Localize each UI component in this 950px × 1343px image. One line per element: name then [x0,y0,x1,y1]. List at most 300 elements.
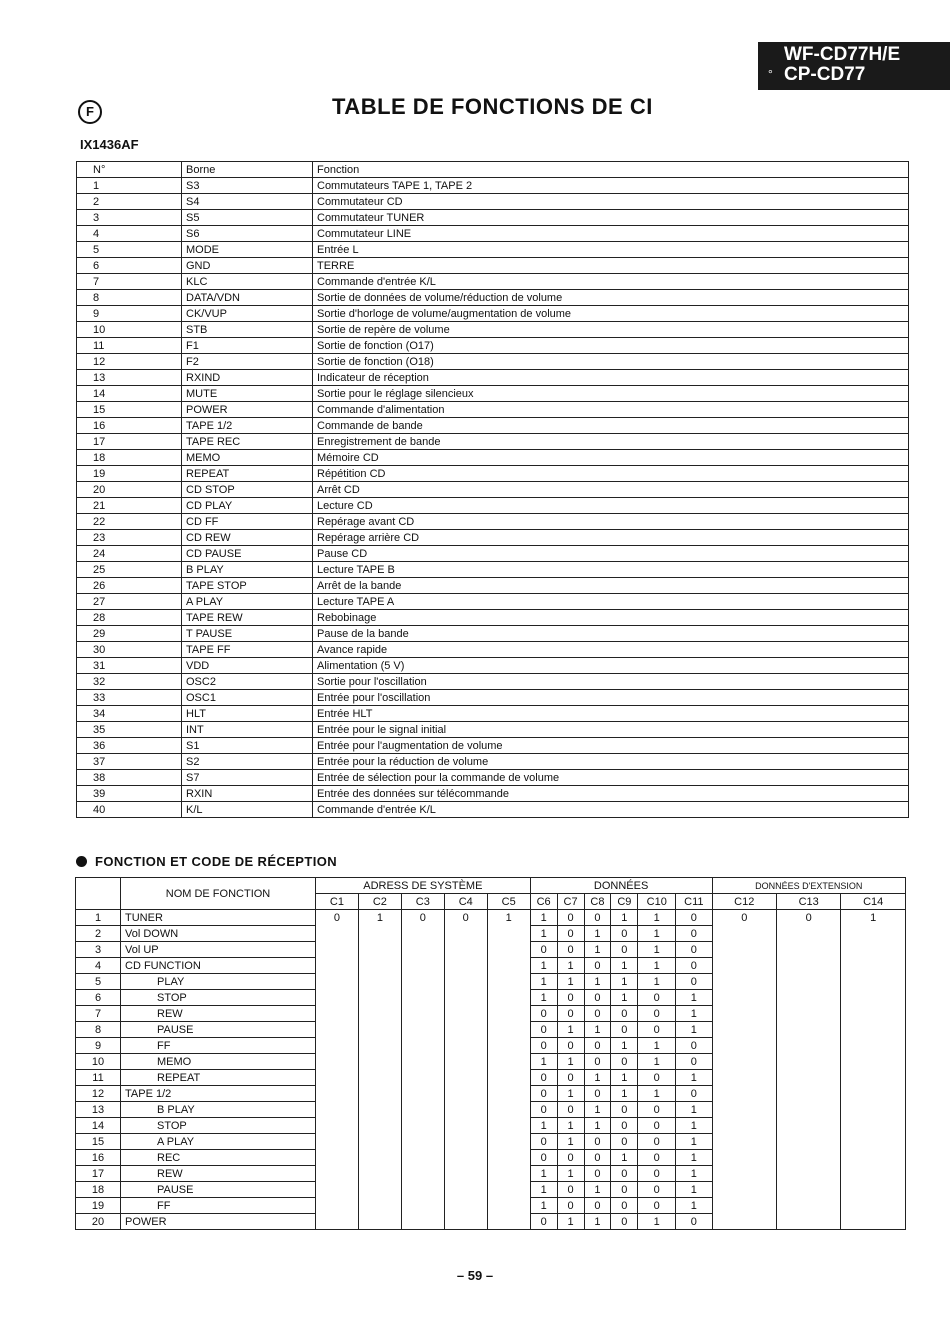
data-value: 0 [557,942,584,958]
data-value: 0 [611,1118,638,1134]
data-value: 1 [638,958,676,974]
repeat-cell [401,1054,444,1070]
table-row [77,594,909,610]
row-function: Sortie de fonction (O18) [313,354,909,370]
data-value: 1 [611,910,638,926]
code-row-function: Vol UP [121,942,316,958]
row-function: TERRE [313,258,909,274]
data-value: 0 [584,1166,611,1182]
data-value: 0 [557,926,584,942]
repeat-cell [712,958,776,974]
repeat-cell [841,1038,906,1054]
repeat-cell [444,1006,487,1022]
row-pin: B PLAY [182,562,313,578]
data-value: 1 [611,958,638,974]
group-header-row [76,878,906,894]
row-function: Commande d'entrée K/L [313,802,909,818]
repeat-cell [316,1086,359,1102]
repeat-cell [401,1134,444,1150]
address-value: 1 [358,910,401,926]
data-value: 1 [584,1102,611,1118]
table-row [77,482,909,498]
data-value: 0 [530,1150,557,1166]
data-value: 1 [676,1006,712,1022]
row-no: 27 [77,594,182,610]
row-function: Enregistrement de bande [313,434,909,450]
row-no: 17 [77,434,182,450]
repeat-cell [712,1214,776,1230]
code-row [76,1006,906,1022]
data-value: 0 [611,1182,638,1198]
row-no: 24 [77,546,182,562]
repeat-cell [487,958,530,974]
col-header-c14: C14 [841,894,906,910]
repeat-cell [712,942,776,958]
row-pin: HLT [182,706,313,722]
row-pin: S7 [182,770,313,786]
repeat-cell [712,1102,776,1118]
table-row [77,674,909,690]
row-function: Indicateur de réception [313,370,909,386]
row-pin: REPEAT [182,466,313,482]
table-row [77,802,909,818]
data-value: 0 [611,1022,638,1038]
code-row-number: 1 [76,910,121,926]
row-pin: TAPE REW [182,610,313,626]
repeat-cell [444,1070,487,1086]
data-value: 0 [584,990,611,1006]
repeat-cell [776,1182,840,1198]
page-title: TABLE DE FONCTIONS DE CI [332,94,653,119]
row-pin: OSC1 [182,690,313,706]
repeat-cell [712,1198,776,1214]
repeat-cell [487,1070,530,1086]
repeat-cell [841,1102,906,1118]
code-row-function: MEMO [121,1054,316,1070]
row-no: 21 [77,498,182,514]
row-function: Alimentation (5 V) [313,658,909,674]
repeat-cell [712,1182,776,1198]
data-value: 0 [611,1166,638,1182]
repeat-cell [401,958,444,974]
repeat-cell [401,1038,444,1054]
group-header-data: DONNÉES [530,878,712,894]
repeat-cell [316,1070,359,1086]
repeat-cell [841,1166,906,1182]
repeat-cell [316,1182,359,1198]
repeat-cell [316,1006,359,1022]
code-row-number: 8 [76,1022,121,1038]
data-value: 0 [584,1086,611,1102]
repeat-cell [776,1006,840,1022]
row-no: 18 [77,450,182,466]
data-value: 0 [676,1214,712,1230]
data-value: 1 [584,1022,611,1038]
repeat-cell [487,942,530,958]
repeat-cell [401,1214,444,1230]
table-row [77,610,909,626]
data-value: 0 [530,1086,557,1102]
code-row [76,1166,906,1182]
row-pin: F1 [182,338,313,354]
data-value: 0 [611,942,638,958]
row-function: Avance rapide [313,642,909,658]
data-value: 0 [557,990,584,1006]
row-no: 2 [77,194,182,210]
row-no: 6 [77,258,182,274]
col-header-c11: C11 [676,894,712,910]
data-value: 1 [557,1118,584,1134]
table-row [77,306,909,322]
data-value: 0 [638,1150,676,1166]
row-function: Sortie pour l'oscillation [313,674,909,690]
group-header-address: ADRESS DE SYSTÈME [316,878,531,894]
row-no: 10 [77,322,182,338]
address-value: 0 [401,910,444,926]
data-value: 0 [584,1134,611,1150]
row-function: Commutateur TUNER [313,210,909,226]
table-row [77,770,909,786]
data-value: 1 [638,1086,676,1102]
row-function: Lecture CD [313,498,909,514]
data-value: 0 [557,1070,584,1086]
data-value: 0 [611,1134,638,1150]
data-value: 1 [676,1166,712,1182]
col-header-c7: C7 [557,894,584,910]
data-value: 1 [638,910,676,926]
data-value: 1 [676,1118,712,1134]
code-row-number: 18 [76,1182,121,1198]
data-value: 0 [584,1150,611,1166]
repeat-cell [712,1054,776,1070]
data-value: 0 [530,1038,557,1054]
row-pin: S3 [182,178,313,194]
row-pin: INT [182,722,313,738]
model-mark: ° [768,67,773,81]
row-no: 32 [77,674,182,690]
data-value: 1 [611,1070,638,1086]
col-header-c5: C5 [487,894,530,910]
col-header-c13: C13 [776,894,840,910]
table-row [77,498,909,514]
repeat-cell [444,1038,487,1054]
data-value: 0 [638,1102,676,1118]
code-row [76,1038,906,1054]
row-pin: OSC2 [182,674,313,690]
data-value: 1 [584,942,611,958]
table-row [77,626,909,642]
data-value: 1 [557,1022,584,1038]
repeat-cell [316,926,359,942]
data-value: 1 [638,942,676,958]
repeat-cell [841,1150,906,1166]
repeat-cell [316,958,359,974]
repeat-cell [487,926,530,942]
repeat-cell [487,1054,530,1070]
data-value: 0 [584,1006,611,1022]
code-row-function: B PLAY [121,1102,316,1118]
data-value: 1 [611,974,638,990]
repeat-cell [841,1070,906,1086]
row-pin: TAPE REC [182,434,313,450]
row-no: 37 [77,754,182,770]
repeat-cell [401,1086,444,1102]
data-value: 1 [676,990,712,1006]
row-no: 1 [77,178,182,194]
col-header-c9: C9 [611,894,638,910]
repeat-cell [841,942,906,958]
data-value: 0 [676,1038,712,1054]
repeat-cell [487,1214,530,1230]
repeat-cell [841,1086,906,1102]
repeat-cell [841,990,906,1006]
repeat-cell [401,1166,444,1182]
repeat-cell [316,1102,359,1118]
repeat-cell [444,1166,487,1182]
data-value: 0 [584,1038,611,1054]
data-value: 0 [530,1214,557,1230]
data-value: 1 [638,974,676,990]
code-row [76,926,906,942]
col-header-pin: Borne [182,162,313,178]
data-value: 1 [676,1022,712,1038]
data-value: 1 [676,1150,712,1166]
repeat-cell [776,1054,840,1070]
col-header-c1: C1 [316,894,359,910]
row-no: 9 [77,306,182,322]
repeat-cell [358,942,401,958]
table-row [77,754,909,770]
repeat-cell [776,1070,840,1086]
repeat-cell [776,1198,840,1214]
repeat-cell [712,1118,776,1134]
data-value: 1 [557,958,584,974]
code-row-function: REPEAT [121,1070,316,1086]
repeat-cell [776,1214,840,1230]
data-value: 0 [557,1102,584,1118]
language-badge: F [78,100,102,124]
repeat-cell [401,1150,444,1166]
code-row-function: CD FUNCTION [121,958,316,974]
repeat-cell [401,1118,444,1134]
repeat-cell [841,1022,906,1038]
repeat-cell [358,1150,401,1166]
repeat-cell [487,1134,530,1150]
row-no: 34 [77,706,182,722]
table-row [77,578,909,594]
table-row [77,210,909,226]
repeat-cell [841,1054,906,1070]
code-row-function: STOP [121,990,316,1006]
row-no: 36 [77,738,182,754]
repeat-cell [712,1166,776,1182]
row-no: 7 [77,274,182,290]
row-function: Sortie de fonction (O17) [313,338,909,354]
row-pin: MUTE [182,386,313,402]
repeat-cell [316,1214,359,1230]
data-value: 1 [584,1182,611,1198]
repeat-cell [776,1086,840,1102]
table-row [77,338,909,354]
code-row [76,1150,906,1166]
repeat-cell [712,1086,776,1102]
data-value: 0 [676,958,712,974]
repeat-cell [444,1054,487,1070]
data-value: 0 [530,1070,557,1086]
code-row-number: 9 [76,1038,121,1054]
table-row [77,514,909,530]
code-row [76,1022,906,1038]
address-value: 1 [487,910,530,926]
row-function: Arrêt de la bande [313,578,909,594]
row-pin: S1 [182,738,313,754]
row-pin: CK/VUP [182,306,313,322]
data-value: 0 [611,1054,638,1070]
repeat-cell [776,974,840,990]
row-no: 40 [77,802,182,818]
data-value: 1 [530,974,557,990]
code-row-function: REC [121,1150,316,1166]
repeat-cell [841,1198,906,1214]
row-pin: GND [182,258,313,274]
repeat-cell [712,990,776,1006]
data-value: 1 [676,1182,712,1198]
row-no: 8 [77,290,182,306]
row-pin: CD PAUSE [182,546,313,562]
data-value: 1 [676,1134,712,1150]
row-function: Entrée pour l'oscillation [313,690,909,706]
extension-value: 0 [712,910,776,926]
data-value: 1 [530,990,557,1006]
data-value: 0 [638,1006,676,1022]
table-row [77,722,909,738]
row-no: 14 [77,386,182,402]
table-row [77,386,909,402]
repeat-cell [358,1038,401,1054]
repeat-cell [316,1022,359,1038]
row-function: Commutateur LINE [313,226,909,242]
repeat-cell [444,1022,487,1038]
extension-value: 1 [841,910,906,926]
extension-value: 0 [776,910,840,926]
code-row-function: TAPE 1/2 [121,1086,316,1102]
data-value: 1 [530,1198,557,1214]
data-value: 1 [557,1086,584,1102]
data-value: 0 [530,942,557,958]
data-value: 1 [584,1070,611,1086]
data-value: 1 [530,1182,557,1198]
repeat-cell [358,1214,401,1230]
data-value: 0 [611,1214,638,1230]
model-line2: CP-CD77 [784,64,866,85]
data-value: 1 [557,1134,584,1150]
row-function: Sortie pour le réglage silencieux [313,386,909,402]
row-function: Commutateur CD [313,194,909,210]
row-function: Entrée HLT [313,706,909,722]
row-pin: T PAUSE [182,626,313,642]
data-value: 0 [557,910,584,926]
code-row-number: 15 [76,1134,121,1150]
code-row [76,1134,906,1150]
row-pin: CD REW [182,530,313,546]
repeat-cell [401,1198,444,1214]
row-pin: VDD [182,658,313,674]
row-no: 30 [77,642,182,658]
col-header-c4: C4 [444,894,487,910]
repeat-cell [316,1166,359,1182]
code-row-number: 11 [76,1070,121,1086]
code-row-function: FF [121,1038,316,1054]
table-header-row [77,162,909,178]
row-no: 19 [77,466,182,482]
repeat-cell [712,926,776,942]
col-header-function: Fonction [313,162,909,178]
repeat-cell [316,1054,359,1070]
repeat-cell [358,958,401,974]
col-header-c8: C8 [584,894,611,910]
code-row-function: POWER [121,1214,316,1230]
row-pin: CD STOP [182,482,313,498]
row-pin: KLC [182,274,313,290]
repeat-cell [401,1006,444,1022]
row-no: 39 [77,786,182,802]
row-no: 12 [77,354,182,370]
col-header-no: N° [77,162,182,178]
repeat-cell [444,1102,487,1118]
repeat-cell [316,1134,359,1150]
repeat-cell [712,1150,776,1166]
code-row [76,990,906,1006]
row-no: 31 [77,658,182,674]
data-value: 0 [611,1102,638,1118]
row-no: 25 [77,562,182,578]
code-row-function: A PLAY [121,1134,316,1150]
repeat-cell [358,926,401,942]
row-pin: S5 [182,210,313,226]
repeat-cell [358,1022,401,1038]
data-value: 1 [676,1198,712,1214]
code-row-number: 10 [76,1054,121,1070]
ic-function-table [76,161,909,818]
repeat-cell [841,1006,906,1022]
data-value: 0 [584,958,611,974]
row-function: Commutateurs TAPE 1, TAPE 2 [313,178,909,194]
data-value: 0 [557,1006,584,1022]
row-no: 38 [77,770,182,786]
repeat-cell [841,1182,906,1198]
data-value: 1 [584,926,611,942]
row-function: Pause CD [313,546,909,562]
code-row-function: PAUSE [121,1182,316,1198]
row-pin: S6 [182,226,313,242]
data-value: 0 [638,1070,676,1086]
code-row [76,1086,906,1102]
data-value: 0 [530,1134,557,1150]
repeat-cell [776,1102,840,1118]
data-value: 0 [676,974,712,990]
data-value: 0 [638,1182,676,1198]
repeat-cell [841,1214,906,1230]
col-header-c12: C12 [712,894,776,910]
code-row-function: REW [121,1166,316,1182]
data-value: 0 [638,1166,676,1182]
data-value: 0 [611,1198,638,1214]
row-no: 20 [77,482,182,498]
data-value: 0 [638,990,676,1006]
data-value: 1 [611,990,638,1006]
data-value: 0 [557,1198,584,1214]
row-function: Commande de bande [313,418,909,434]
